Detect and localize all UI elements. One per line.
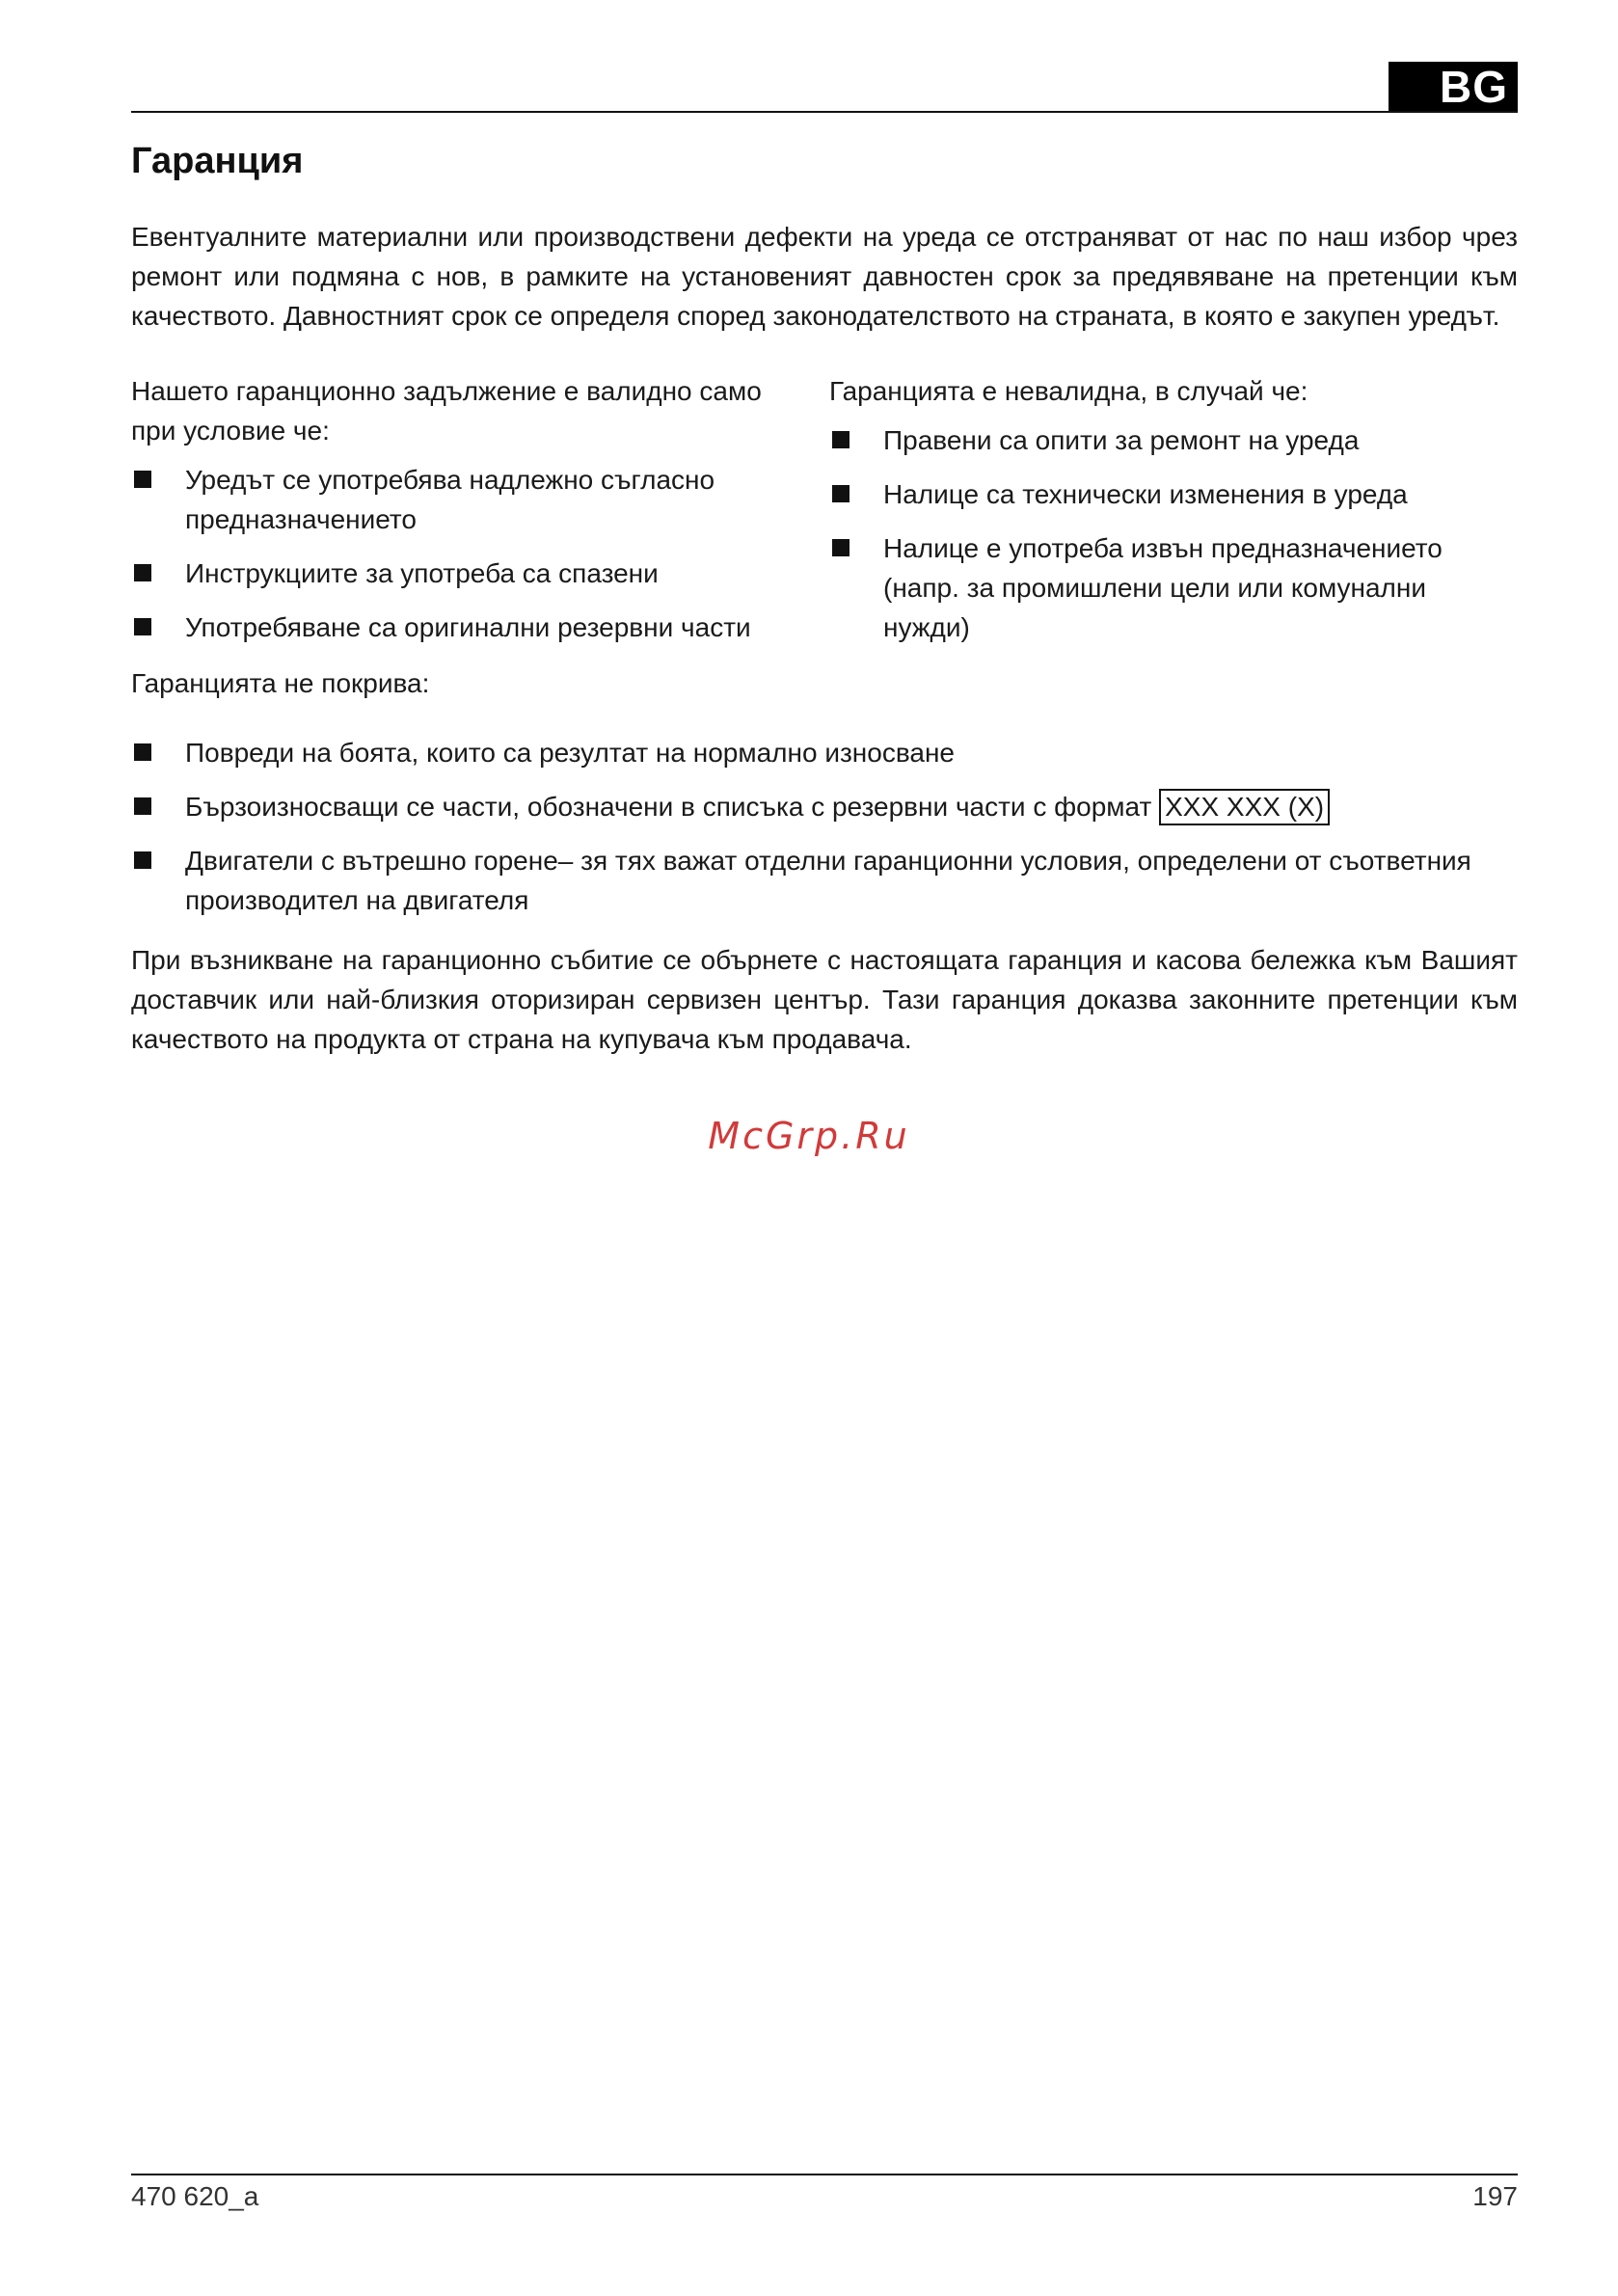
list-item	[131, 460, 806, 539]
not-covered-list	[131, 733, 1518, 934]
page-title: Гаранция	[131, 141, 304, 181]
header-rule	[131, 111, 1518, 113]
valid-conditions-section	[131, 371, 806, 662]
square-bullet-icon	[134, 851, 151, 869]
not-covered-heading: Гаранцията не покрива:	[131, 668, 430, 698]
valid-conditions-heading: Нашето гаранционно задължение е валидно само при условие че:	[131, 376, 762, 446]
footer-rule	[131, 2174, 1518, 2175]
intro-paragraph: Евентуалните материални или производствени дефекти на уреда се отстраняват от нас по наш избор чрез ремонт или подмяна с нов, в рамките на установеният давностен срок за предявяване на претенции към качеството. Давностният срок се определя според законодателството на страната, в която е закупен уредът.	[131, 222, 1518, 331]
square-bullet-icon	[832, 485, 849, 502]
list-item-text: Повреди на боята, които са резултат на нормално износване	[185, 738, 955, 768]
list-item-text: Инструкциите за употреба са спазени	[185, 558, 659, 588]
document-id: 470 620_a	[131, 2181, 259, 2211]
square-bullet-icon	[134, 743, 151, 761]
square-bullet-icon	[832, 431, 849, 448]
list-item	[131, 841, 1518, 920]
list-item-text: Налице е употреба извън предназначението	[883, 533, 1443, 563]
language-tab	[1389, 62, 1518, 112]
list-item-text: Уредът се употребява надлежно съгласно предназначението	[185, 465, 715, 534]
list-item	[829, 474, 1518, 514]
square-bullet-icon	[134, 618, 151, 635]
list-item-text: Бързоизносващи се части, обозначени в списъка с резервни части с формат	[185, 792, 1152, 822]
list-item-text: Правени са опити за ремонт на уреда	[883, 425, 1360, 455]
list-item-text: Налице са технически изменения в уреда	[883, 479, 1408, 509]
invalid-conditions-heading: Гаранцията е невалидна, в случай че:	[829, 376, 1308, 406]
page-number: 197	[1472, 2181, 1518, 2211]
square-bullet-icon	[134, 471, 151, 488]
list-item	[829, 420, 1518, 460]
list-item	[131, 554, 806, 593]
valid-conditions-list	[131, 460, 806, 647]
list-item	[829, 528, 1518, 647]
list-item-text: Употребяване са оригинални резервни части	[185, 612, 751, 642]
invalid-conditions-section	[829, 371, 1518, 662]
part-code-box: XXX XXX (X)	[1159, 789, 1330, 825]
invalid-conditions-list	[829, 420, 1518, 647]
watermark: McGrp.Ru	[708, 1115, 910, 1157]
usage-note: (напр. за промишлени цели или комунални нужди)	[883, 573, 1426, 642]
closing-paragraph: При възникване на гаранционно събитие се обърнете с настоящата гаранция и касова бележка към Вашият доставчик или най-близкия оторизиран сервизен център. Тази гаранция доказва законните претенции към качеството на продукта от страна на купувача към продавача.	[131, 945, 1518, 1054]
language-code: BG	[1440, 62, 1508, 112]
list-item	[131, 733, 1518, 772]
square-bullet-icon	[134, 564, 151, 581]
list-item-text: Двигатели с вътрешно горене– зя тях важат отделни гаранционни условия, определени от съответния производител на двигателя	[185, 846, 1471, 915]
list-item	[131, 608, 806, 647]
square-bullet-icon	[832, 539, 849, 556]
list-item	[131, 787, 1518, 826]
square-bullet-icon	[134, 797, 151, 815]
